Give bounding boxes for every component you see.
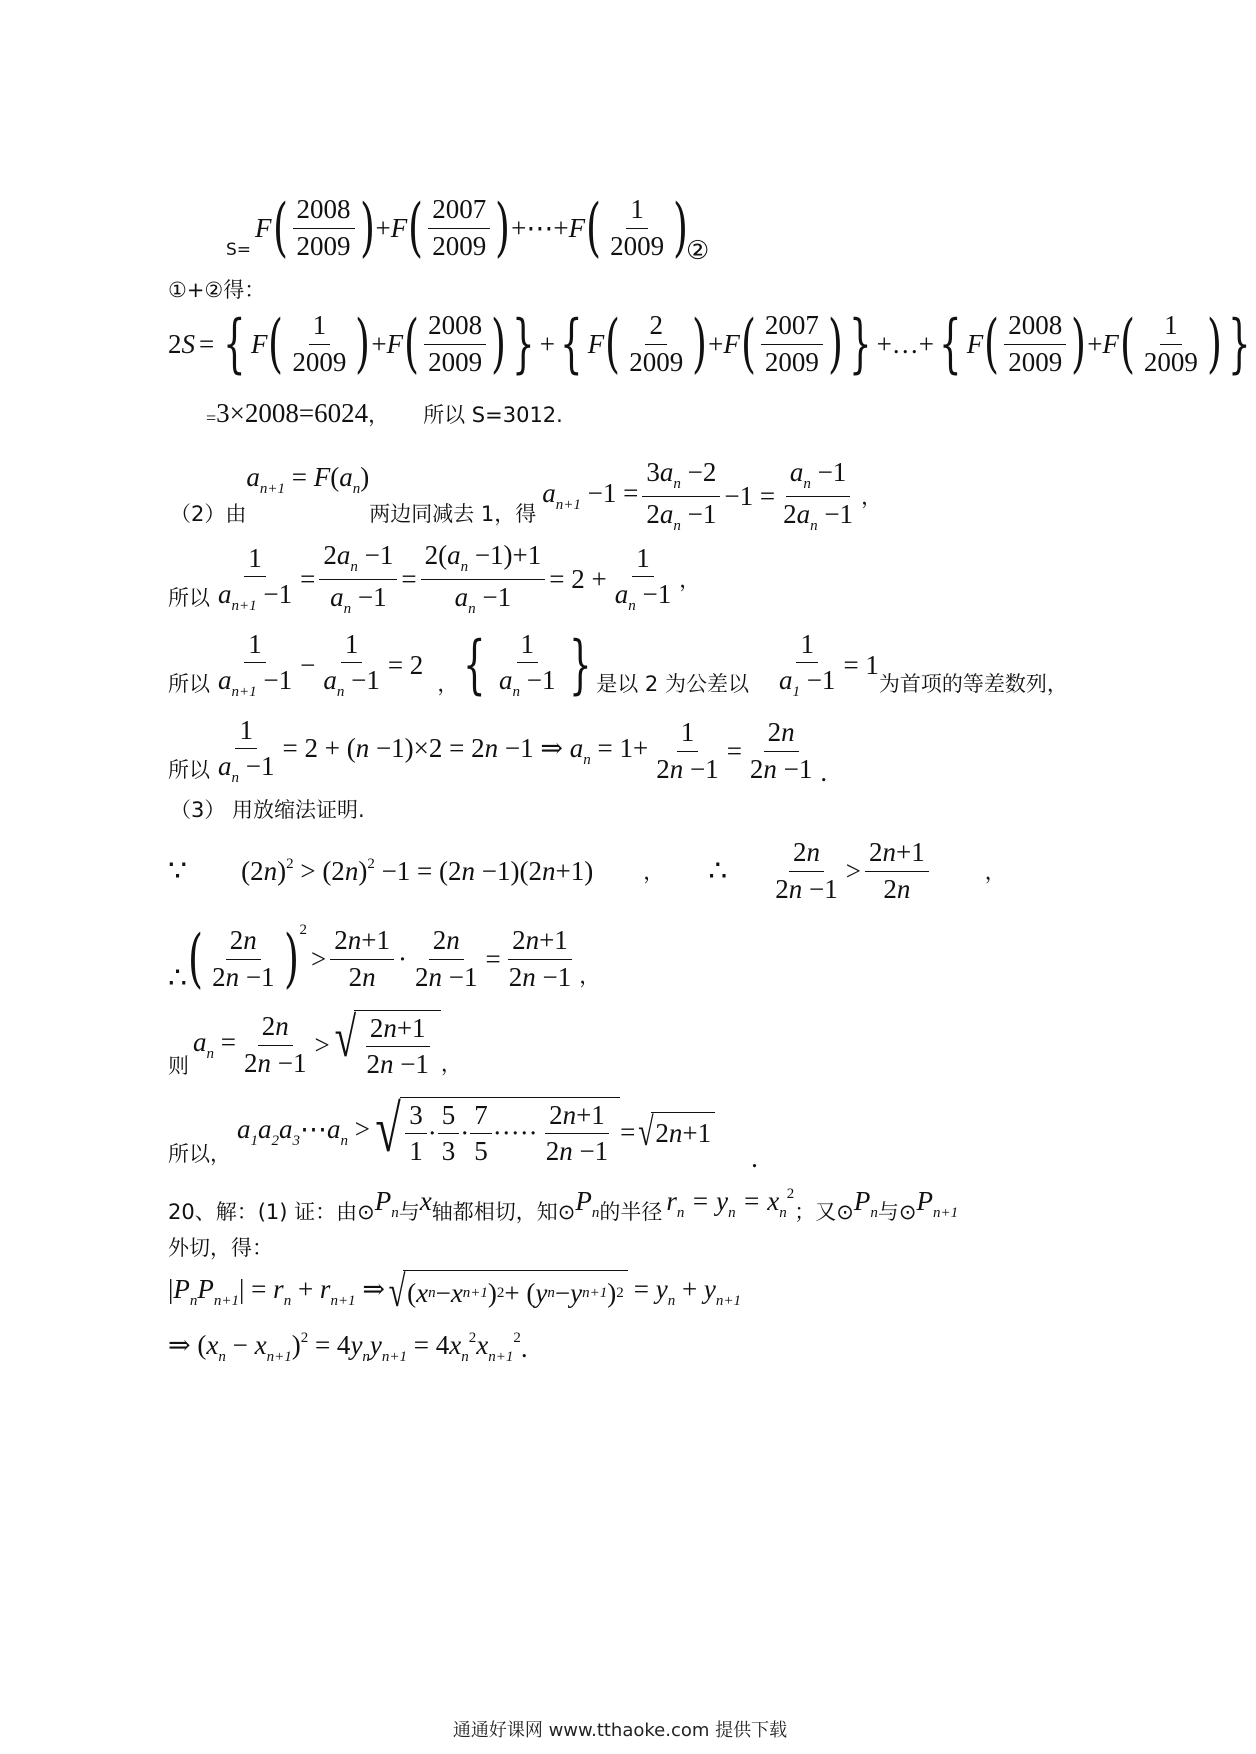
period: . [751,1143,758,1173]
equation-result-s: = 3×2008=6024 ， 所以 S=3012. [206,398,563,428]
q20-e: ；又⊙ [794,1200,854,1224]
comma: ， [643,860,665,884]
fraction: $\frac{2007}{2009}$ [761,310,823,377]
is-arith-b: 为首项的等差数列， [878,672,1068,696]
q20-d: 的半径 [599,1200,663,1224]
fraction: $\frac{2008}{2009}$ [424,310,486,377]
arithmetic-line: 所以 $\frac{1}{a_{n+1} -1}$ − $\frac{1}{a_n -1}$ = 2 ， { $\frac{1}{a_n -1}$ } 是以 2 为公差以 $\frac{1}{a_1 -1}$ = 1 为首项的等差数列， [168,628,1068,702]
q20-c: 轴都相切，知⊙ [431,1200,576,1224]
fraction: $\frac{5}{3}$ [438,1100,460,1167]
part3-text: （3） 用放缩法证明. [170,798,365,822]
fraction: $\frac{2n}{2n -1}$ [414,925,478,992]
tangent-label [168,1232,273,1262]
comma: ， [679,568,701,592]
fraction: $\frac{2n+1}{2n -1}$ [508,925,572,992]
distance-equation: $|P_nP_{n+1}| = r_n + r_{n+1}$ ⇒ √ ( x n − x n+1 ) 2 + ( y n − y n+1 ) 2 = $y_n + y_{n+1}$ [168,1267,742,1316]
square-root: √ $\frac{3}{1}$ · $\frac{5}{3}$ · $\frac{7}{5}$ ····· $\frac{2n+1}{2n -1}$ [370,1097,620,1167]
so-label: 所以 [168,672,210,696]
fraction: $\frac{a_n -1}{2a_n -1}$ [783,457,854,534]
fraction: $\frac{1}{2009}$ [292,310,347,377]
comma: ， [984,860,1006,884]
comma: ， [368,402,390,427]
step-sum-label [168,274,265,304]
is-arith-a: 是以 2 为公差以 [596,672,749,696]
so-comma-label: 所以， [168,1142,231,1166]
then-line: 则 $a_n$ = $\frac{2n}{2n -1}$ > √ $\frac{2n+1}{2n -1}$ ， [168,1006,462,1079]
comma: ， [861,485,883,509]
fraction: $\frac{2n}{2n -1}$ [749,717,813,784]
fraction: $\frac{1}{a_n -1}$ [218,714,275,786]
part3-label [170,794,365,824]
square-root: √ 2 n +1 [635,1112,715,1152]
fraction: $\frac{2n+1}{2n}$ [330,925,394,992]
fraction: $\frac{1}{a_{n+1} -1}$ [218,628,293,700]
squared-inequality-line: ∴ ( $\frac{2n}{2n -1}$ ) 2 > $\frac{2n+1}{2n}$ · $\frac{2n}{2n -1}$ = $\frac{2n+1}{2n -1}$ ， [168,922,601,996]
fraction: $\frac{1}{2009}$ [610,194,665,261]
q20-f: 与⊙ [877,1200,917,1224]
fraction: $\frac{2n}{2n -1}$ [243,1011,307,1078]
circled-number-2: ② [686,236,710,266]
because-line: ∵ $(2n)^2 > (2n)^2 -1 = (2n -1)(2n+1)$ ， ∴ $\frac{2n}{2n -1}$ > $\frac{2n+1}{2n}$ ， [168,837,1006,904]
fraction: $\frac{1}{a_n -1}$ [499,628,556,700]
fraction: $\frac{1}{a_n -1}$ [614,542,672,614]
s-equals-label: S= [226,240,252,260]
square-root: √ ( x n − x n+1 ) 2 + ( y n − y n+1 ) 2 [385,1270,628,1314]
tangent-text: 外切，得： [168,1236,273,1260]
fraction: $\frac{2007}{2009}$ [428,194,490,261]
fraction: $\frac{3a_n -2}{2a_n -1}$ [642,457,720,535]
fraction: $\frac{2008}{2009}$ [1004,310,1066,377]
part2-mid: 两边同减去 1，得 [369,502,537,526]
fraction: $\frac{1}{a_1 -1}$ [778,628,836,700]
equation-number-2 [686,236,709,266]
distance-result: ⇒ $(x_n - x_{n+1})^2 = 4y_ny_{n+1} = 4x_n^2x_{n+1}^2$ . [168,1330,528,1365]
period: . [820,757,828,787]
q20-line: 20、解：(1) 证：由⊙ $P_n$ 与 x 轴都相切，知⊙ $P_n$ 的半径 $r_n = y_n = x_n^2$ ；又⊙ $P_n$ 与⊙ $P_{n+1}$ [168,1186,959,1224]
part2-line: （2）由 $a_{n+1} = F(a_n)$ 两边同减去 1，得 $a_{n+1} -1$ = $\frac{3a_n -2}{2a_n -1}$ −1 = $\frac{a_n -1}{2a_n -1}$ ， [170,457,883,534]
fraction: $\frac{2n+1}{2n}$ [865,837,929,904]
reciprocal-line: 所以 $\frac{1}{a_{n+1} -1}$ = $\frac{2a_n -1}{a_n -1}$ = $\frac{2(a_n -1)+1}{a_n -1}$ = 2 + $\frac{1}{a_n -1}$ ， [168,540,701,617]
fraction: $\frac{2}{2009}$ [629,310,684,377]
equation-2s: 2 S = { F ( $\frac{1}{2009}$ ) + F ( $\frac{2008}{2009}$ ) } + { F ( $\frac{2}{2009}$ ) + F ( $\frac{2007}{2009}$ ) } +…+ { F ( $\frac{2008}{2009}$ ) + F ( $\frac{1}{2009}$ ) } [168,307,1251,381]
fraction: $\frac{2a_n -1}{a_n -1}$ [319,540,397,618]
fraction: $\frac{1}{2009}$ [1143,310,1198,377]
fraction: $\frac{2(a_n -1)+1}{a_n -1}$ [421,540,546,618]
part2-prefix: （2）由 [170,502,247,526]
comma: ， [440,1052,462,1076]
therefore-symbol: ∴ [168,962,188,995]
square-root: √ $\frac{2n+1}{2n -1}$ [330,1010,441,1080]
comma: ， [579,964,601,988]
fraction: $\frac{3}{1}$ [405,1100,427,1167]
so-label: 所以 [168,758,210,782]
so-label: 所以 [168,586,210,610]
fraction: $\frac{2n}{2n -1}$ [212,925,275,992]
fraction: $\frac{1}{2n -1}$ [656,717,719,784]
q20-a: 20、解：(1) 证：由⊙ [168,1200,375,1224]
therefore-symbol: ∴ [708,854,728,888]
fraction: $\frac{1}{a_{n+1} -1}$ [218,542,293,614]
then-label: 则 [168,1054,189,1078]
equation-s-reversed: S= F ( $\frac{2008}{2009}$ ) + F ( $\frac{2007}{2009}$ ) +⋯+ F ( $\frac{1}{2009}$ ) [226,191,689,265]
q20-b: 与 [398,1200,420,1224]
because-symbol: ∵ [168,854,188,888]
step-sum-text: ①+②得： [168,278,266,302]
fraction: $\frac{2n+1}{2n -1}$ [545,1099,609,1166]
footer-text: 通通好课网 www.tthaoke.com 提供下载 [452,1720,788,1741]
so-s-text: 所以 S=3012. [423,402,563,427]
general-term-line: 所以 $\frac{1}{a_n -1}$ = 2 + (n −1)×2 = 2n −1 ⇒ $a_n = 1+$ $\frac{1}{2n -1}$ = $\frac{2n}{2n -1}$ . [168,714,828,787]
product-line: 所以， $a_1a_2a_3\cdots a_n$ > √ $\frac{3}{1}$ · $\frac{5}{3}$ · $\frac{7}{5}$ ····· $\frac{2n+1}{2n -1}$ = √ 2 n +1 . [168,1092,758,1173]
fraction: $\frac{7}{5}$ [470,1100,492,1167]
fraction: $\frac{1}{a_n -1}$ [323,628,380,700]
fraction: $\frac{2008}{2009}$ [293,194,355,261]
fraction: $\frac{2n}{2n -1}$ [775,837,838,904]
fraction: $\frac{2n+1}{2n -1}$ [366,1012,429,1079]
comma: ， [437,672,459,696]
period: . [520,1332,528,1363]
